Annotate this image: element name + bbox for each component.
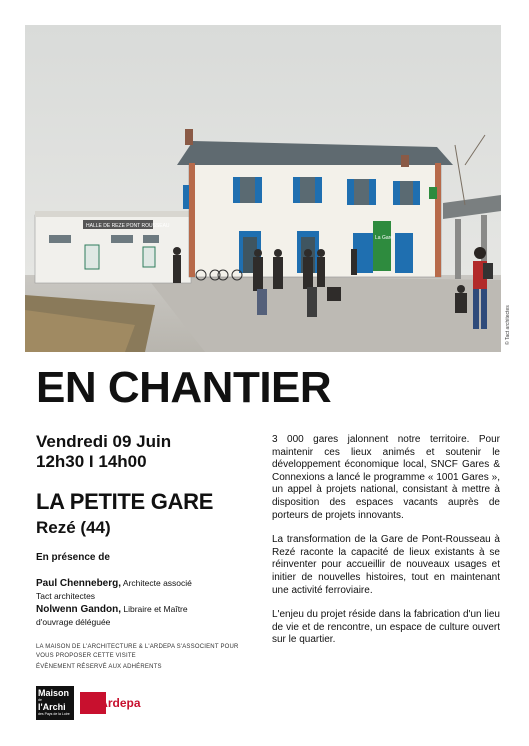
event-info [36,432,246,672]
event-venue: LA PETITE GARE [36,489,214,514]
members-note: ÉVÈNEMENT RÉSERVÉ AUX ADHÉRENTS [36,664,162,670]
maison-logo-line3: l'Archi [38,702,66,712]
description-paragraph-2: La transformation de la Gare de Pont-Rousseau à Rezé raconte la capacité de lieux existants à se réinventer pour accueillir de nouveaux usages et initier de nouvelles histoires, tout en maintenant une activité ferroviaire. [272,534,500,596]
maison-logo-line4: des Pays de la Loire [38,712,70,716]
speaker-1-org: Tact architectes [36,591,96,601]
station-sign: HALLE DE REZE PONT ROUSSEAU [86,223,170,229]
speaker-2-org: d'ouvrage déléguée [36,617,111,627]
speaker-2-name: Nolwenn Gandon, [36,604,121,615]
station-illustration [25,25,501,352]
ardepa-logo [80,692,141,714]
headline: EN CHANTIER [36,363,332,412]
event-time: 12h30 I 14h00 [36,452,147,471]
description-paragraph-3: L'enjeu du projet réside dans la fabrication d'un lieu de vie et de rencontre, un espace de culture ouvert sur le quartier. [272,609,500,646]
maison-architecture-logo [36,686,74,720]
speaker-1-name: Paul Chenneberg, [36,578,122,589]
description [272,434,500,659]
kiosk-sign: La Gare [375,235,394,241]
ardepa-logo-text: l'Ardepa [93,696,141,710]
speaker-2-role: Libraire et Maître [121,604,188,614]
partner-logos [36,686,141,720]
station-photo [25,25,501,352]
photo-credit: © Tact architectes [505,305,511,345]
description-paragraph-1: 3 000 gares jalonnent notre territoire. Pour maintenir ces lieux animés et soutenir le développement économique local, SNCF Gares & Connexions a lancé le programme « 1001 Gares », un appel à projets national, consistant à mettre à disposition des espaces vacants auprès de porteurs de projets innovants. [272,434,500,521]
maison-logo-line1: Maison [38,688,70,698]
speaker-1-role: Architecte associé [121,578,192,588]
event-date: Vendredi 09 Juin [36,432,172,451]
speaker-1 [36,577,246,603]
partner-note: LA MAISON DE L'ARCHITECTURE & L'ARDEPA S'ASSOCIENT POUR VOUS PROPOSER CETTE VISITE [36,644,239,659]
maison-logo-line2: de [38,698,42,702]
event-city: Rezé (44) [36,518,111,537]
speaker-2 [36,603,246,629]
presence-label: En présence de [36,552,110,563]
